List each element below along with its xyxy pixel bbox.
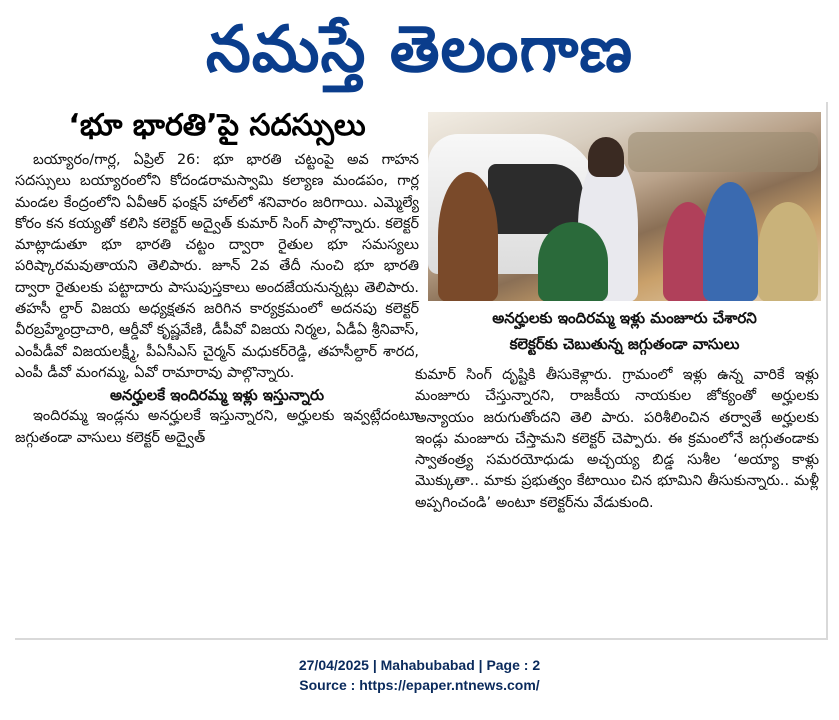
article-clipping bbox=[13, 100, 826, 638]
photo-person bbox=[588, 137, 624, 177]
photo-caption-line: కలెక్టర్‌కు చెబుతున్న జగ్గుతండా వాసులు bbox=[509, 335, 740, 353]
news-photo bbox=[428, 112, 821, 301]
edition-info: 27/04/2025 | Mahabubabad | Page : 2 bbox=[298, 657, 541, 673]
photo-person bbox=[538, 222, 608, 301]
article-subheading: అనర్హులకే ఇందిరమ్మ ఇళ్లు ఇస్తున్నారు bbox=[109, 386, 325, 405]
photo-caption-line: అనర్హులకు ఇందిరమ్మ ఇళ్లు మంజూరు చేశారని bbox=[492, 309, 757, 327]
source-link[interactable]: Source : https://epaper.ntnews.com/ bbox=[299, 677, 540, 693]
article-left-column bbox=[15, 150, 419, 449]
article-paragraph: ఇందిరమ్మ ఇండ్లను అనర్హులకే ఇస్తున్నారని, అర్హులకు ఇవ్వట్లేదంటూ జగ్గుతండా వాసులు కలెక్టర్ అద్వైత్ bbox=[15, 408, 419, 446]
page-footer bbox=[0, 655, 839, 695]
photo-caption bbox=[428, 301, 821, 363]
article-paragraph: బయ్యారం/గార్ల, ఏప్రిల్ 26: భూ భారతి చట్టంపై అవ గాహన సదస్సులు బయ్యారంలోని కోదండరామస్వామి కల్యాణ మండపం, గార్ల మండల కేంద్రంలోని ఏవీఆర్ ఫంక్షన్ హాల్‌లో శనివారం జరిగాయి. ఎమ్మెల్యే కోరం కన కయ్యతో కలిసి కలెక్టర్ అద్వైత్ కుమార్ సింగ్ పాల్గొన్నారు. కలెక్టర్ మాట్లాడుతూ భూ భారతి చట్టం ద్వారా రైతుల భూ సమస్యలు పరిష్కారమవుతాయని తెలిపారు. జూన్ 2వ తేదీ నుంచి భూ భారతి ద్వారా రైతులకు పట్టాదారు పాసుపుస్తకాలు అందజేయనున్నట్లు తెలిపారు. తహసీ ల్దార్ విజయ అధ్యక్షతన జరిగిన కార్యక్రమంలో అదనపు కలెక్టర్ వీరబ్రహ్మేంద్రాచారి, ఆర్డీవో కృష్ణవేణి, డీపీవో విజయ నిర్మల, ఏడీఏ శ్రీనివాస్, ఎంపీడీవో విజయలక్ష్మీ, పీఏసీఎస్ చైర్మన్ మధుకర్‌రెడ్డి, తహసీల్దార్ శారద, ఎంపీ డీవో మంగమ్మ, ఏవో రామారావు పాల్గొన్నారు. bbox=[15, 152, 419, 381]
photo-person bbox=[703, 182, 758, 301]
article-paragraph: కుమార్ సింగ్ దృష్టికి తీసుకెళ్లారు. గ్రామంలో ఇళ్లు ఉన్న వారికే ఇళ్లు మంజూరు చేస్తున్నారని, రాజకీయ నాయకుల జోక్యంతో అర్హులకు అన్యాయం జరుగుతోందని తెలి పారు. పరిశీలించిన తర్వాతే అర్హులకు ఇండ్లు మంజూరు చేస్తామని కలెక్టర్ చెప్పారు. ఈ క్రమంలోనే జగ్గుతండాకు స్వాతంత్ర్య సమరయోధుడు అచ్చయ్య బిడ్డ సుశీల ‘అయ్యా కాళ్లు మొక్కుతా.. మాకు ప్రభుత్వం కేటాయిం చిన భూమిని తీసుకున్నారు.. మళ్లీ అప్పగించండి’ అంటూ కలెక్టర్‌ను వేడుకుంది. bbox=[415, 367, 819, 511]
newspaper-logo-title: నమస్తే తెలంగాణ bbox=[205, 13, 634, 87]
photo-person bbox=[628, 132, 818, 172]
photo-person bbox=[438, 172, 498, 301]
masthead bbox=[0, 0, 839, 98]
article-right-column bbox=[415, 365, 819, 514]
photo-person bbox=[758, 202, 818, 301]
article-headline: ‘భూ భారతి’పై సదస్సులు bbox=[68, 108, 366, 143]
